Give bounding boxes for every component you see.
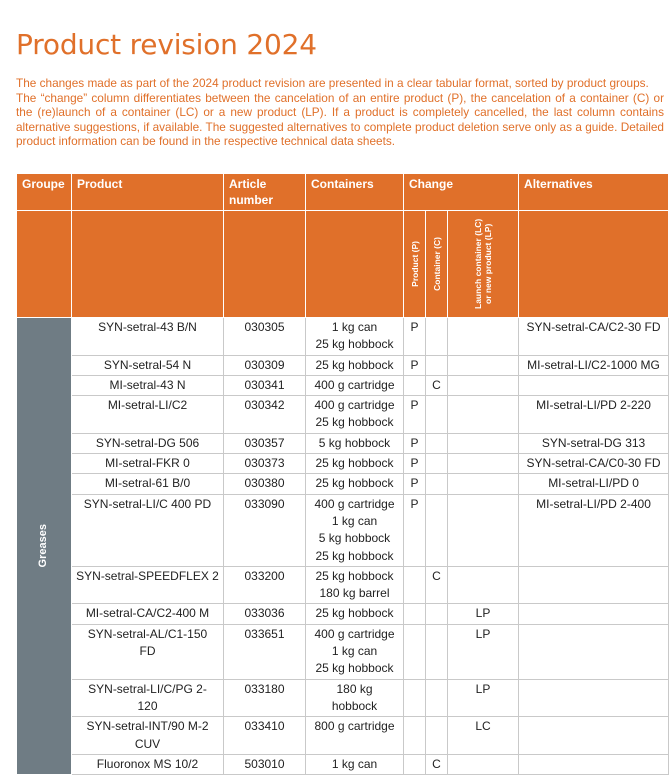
table-row [17, 474, 669, 494]
product-name-cell: MI-setral-LI/C2 [72, 396, 224, 434]
article-number-cell: 033410 [224, 717, 306, 755]
change-product-cell [404, 679, 426, 717]
alternatives-cell: MI-setral-LI/PD 2-400 [519, 494, 669, 566]
subheader-launch-label: Launch container (LC) or new product (LP) [473, 218, 494, 310]
change-launch-cell [448, 494, 519, 566]
change-launch-cell [448, 566, 519, 604]
header-product: Product [72, 174, 224, 211]
article-number-cell: 033200 [224, 566, 306, 604]
product-revision-table [16, 173, 669, 775]
containers-cell: 1 kg can [306, 754, 404, 774]
change-product-cell: P [404, 474, 426, 494]
article-number-cell: 030380 [224, 474, 306, 494]
change-product-cell: P [404, 494, 426, 566]
table-row [17, 318, 669, 356]
table-row [17, 454, 669, 474]
change-launch-cell [448, 375, 519, 395]
change-container-cell [426, 494, 448, 566]
change-container-cell [426, 318, 448, 356]
change-container-cell [426, 679, 448, 717]
article-number-cell: 030357 [224, 433, 306, 453]
change-launch-cell: LP [448, 679, 519, 717]
change-launch-cell [448, 754, 519, 774]
article-number-cell: 030373 [224, 454, 306, 474]
change-launch-cell [448, 474, 519, 494]
change-product-cell [404, 604, 426, 624]
header-article-number: Article number [224, 174, 306, 211]
header-spacer [17, 211, 72, 318]
product-name-cell: SYN-setral-DG 506 [72, 433, 224, 453]
table-row [17, 355, 669, 375]
header-containers: Containers [306, 174, 404, 211]
product-name-cell: SYN-setral-LI/C/PG 2- 120 [72, 679, 224, 717]
table-row [17, 604, 669, 624]
product-name-cell: SYN-setral-SPEEDFLEX 2 [72, 566, 224, 604]
change-launch-cell [448, 396, 519, 434]
header-spacer [306, 211, 404, 318]
product-name-cell: MI-setral-43 N [72, 375, 224, 395]
table-row [17, 717, 669, 755]
change-container-cell: C [426, 375, 448, 395]
header-spacer [224, 211, 306, 318]
change-container-cell [426, 717, 448, 755]
subheader-product-p-label: Product (P) [409, 241, 420, 287]
change-container-cell [426, 454, 448, 474]
table-row [17, 679, 669, 717]
intro-paragraph: The changes made as part of the 2024 product revision are presented in a clear tabular format, sorted by product groups. [16, 76, 649, 90]
group-cell [17, 318, 72, 775]
containers-cell: 25 kg hobbock 180 kg barrel [306, 566, 404, 604]
change-product-cell [404, 717, 426, 755]
table-row [17, 566, 669, 604]
change-container-cell: C [426, 754, 448, 774]
alternatives-cell: SYN-setral-CA/C2-30 FD [519, 318, 669, 356]
change-launch-cell [448, 318, 519, 356]
containers-cell: 1 kg can 25 kg hobbock [306, 318, 404, 356]
product-name-cell: SYN-setral-43 B/N [72, 318, 224, 356]
change-launch-cell [448, 454, 519, 474]
article-number-cell: 030341 [224, 375, 306, 395]
alternatives-cell: SYN-setral-CA/C0-30 FD [519, 454, 669, 474]
header-spacer [72, 211, 224, 318]
product-name-cell: SYN-setral-LI/C 400 PD [72, 494, 224, 566]
subheader-product-p [404, 211, 426, 318]
change-launch-cell [448, 433, 519, 453]
containers-cell: 400 g cartridge [306, 375, 404, 395]
subheader-container-c [426, 211, 448, 318]
group-label: Greases [37, 524, 50, 568]
change-container-cell [426, 355, 448, 375]
alternatives-cell: MI-setral-LI/C2-1000 MG [519, 355, 669, 375]
product-name-cell: MI-setral-61 B/0 [72, 474, 224, 494]
change-container-cell [426, 474, 448, 494]
alternatives-cell [519, 624, 669, 679]
change-product-cell [404, 375, 426, 395]
alternatives-cell [519, 375, 669, 395]
change-container-cell [426, 624, 448, 679]
change-product-cell: P [404, 318, 426, 356]
product-name-cell: MI-setral-FKR 0 [72, 454, 224, 474]
alternatives-cell [519, 754, 669, 774]
product-name-cell: SYN-setral-AL/C1-150 FD [72, 624, 224, 679]
header-alternatives: Alternatives [519, 174, 669, 211]
article-number-cell: 033180 [224, 679, 306, 717]
change-container-cell [426, 433, 448, 453]
article-number-cell: 033036 [224, 604, 306, 624]
header-group: Groupe [17, 174, 72, 211]
change-launch-cell [448, 355, 519, 375]
alternatives-cell [519, 604, 669, 624]
article-number-cell: 503010 [224, 754, 306, 774]
change-product-cell: P [404, 355, 426, 375]
change-launch-cell: LP [448, 624, 519, 679]
containers-cell: 400 g cartridge 1 kg can 5 kg hobbock 25 kg hobbock [306, 494, 404, 566]
article-number-cell: 033651 [224, 624, 306, 679]
alternatives-cell: MI-setral-LI/PD 2-220 [519, 396, 669, 434]
intro-paragraph: The “change” column differentiates between the cancelation of an entire product (P), the cancelation of a container (C) or the (re)launch of a container (LC) or a new product (LP). If a product is completely cancelled, the last column contains alternative suggestions, if available. The suggested alternatives to complete product deletion serve only as a guide. Detailed product information can be found in the respective technical data sheets. [16, 90, 664, 149]
alternatives-cell [519, 679, 669, 717]
alternatives-cell: SYN-setral-DG 313 [519, 433, 669, 453]
containers-cell: 25 kg hobbock [306, 474, 404, 494]
change-product-cell [404, 624, 426, 679]
article-number-cell: 030305 [224, 318, 306, 356]
containers-cell: 5 kg hobbock [306, 433, 404, 453]
change-container-cell [426, 396, 448, 434]
article-number-cell: 033090 [224, 494, 306, 566]
containers-cell: 25 kg hobbock [306, 604, 404, 624]
product-name-cell: Fluoronox MS 10/2 [72, 754, 224, 774]
containers-cell: 25 kg hobbock [306, 454, 404, 474]
product-name-cell: SYN-setral-INT/90 M-2 CUV [72, 717, 224, 755]
table-row [17, 396, 669, 434]
subheader-launch [448, 211, 519, 318]
page-title: Product revision 2024 [16, 28, 317, 61]
product-name-cell: MI-setral-CA/C2-400 M [72, 604, 224, 624]
table-row [17, 754, 669, 774]
subheader-container-c-label: Container (C) [431, 237, 442, 291]
table-row [17, 433, 669, 453]
change-container-cell [426, 604, 448, 624]
alternatives-cell [519, 717, 669, 755]
alternatives-cell [519, 566, 669, 604]
table-row [17, 494, 669, 566]
change-product-cell: P [404, 454, 426, 474]
change-product-cell [404, 566, 426, 604]
change-launch-cell: LP [448, 604, 519, 624]
alternatives-cell: MI-setral-LI/PD 0 [519, 474, 669, 494]
change-product-cell [404, 754, 426, 774]
containers-cell: 800 g cartridge [306, 717, 404, 755]
table-row [17, 624, 669, 679]
containers-cell: 400 g cartridge 25 kg hobbock [306, 396, 404, 434]
containers-cell: 180 kg hobbock [306, 679, 404, 717]
table-row [17, 375, 669, 395]
header-change: Change [404, 174, 519, 211]
change-product-cell: P [404, 433, 426, 453]
containers-cell: 25 kg hobbock [306, 355, 404, 375]
article-number-cell: 030342 [224, 396, 306, 434]
change-launch-cell: LC [448, 717, 519, 755]
header-spacer [519, 211, 669, 318]
product-name-cell: SYN-setral-54 N [72, 355, 224, 375]
article-number-cell: 030309 [224, 355, 306, 375]
change-product-cell: P [404, 396, 426, 434]
containers-cell: 400 g cartridge 1 kg can 25 kg hobbock [306, 624, 404, 679]
intro-text [16, 76, 664, 149]
change-container-cell: C [426, 566, 448, 604]
